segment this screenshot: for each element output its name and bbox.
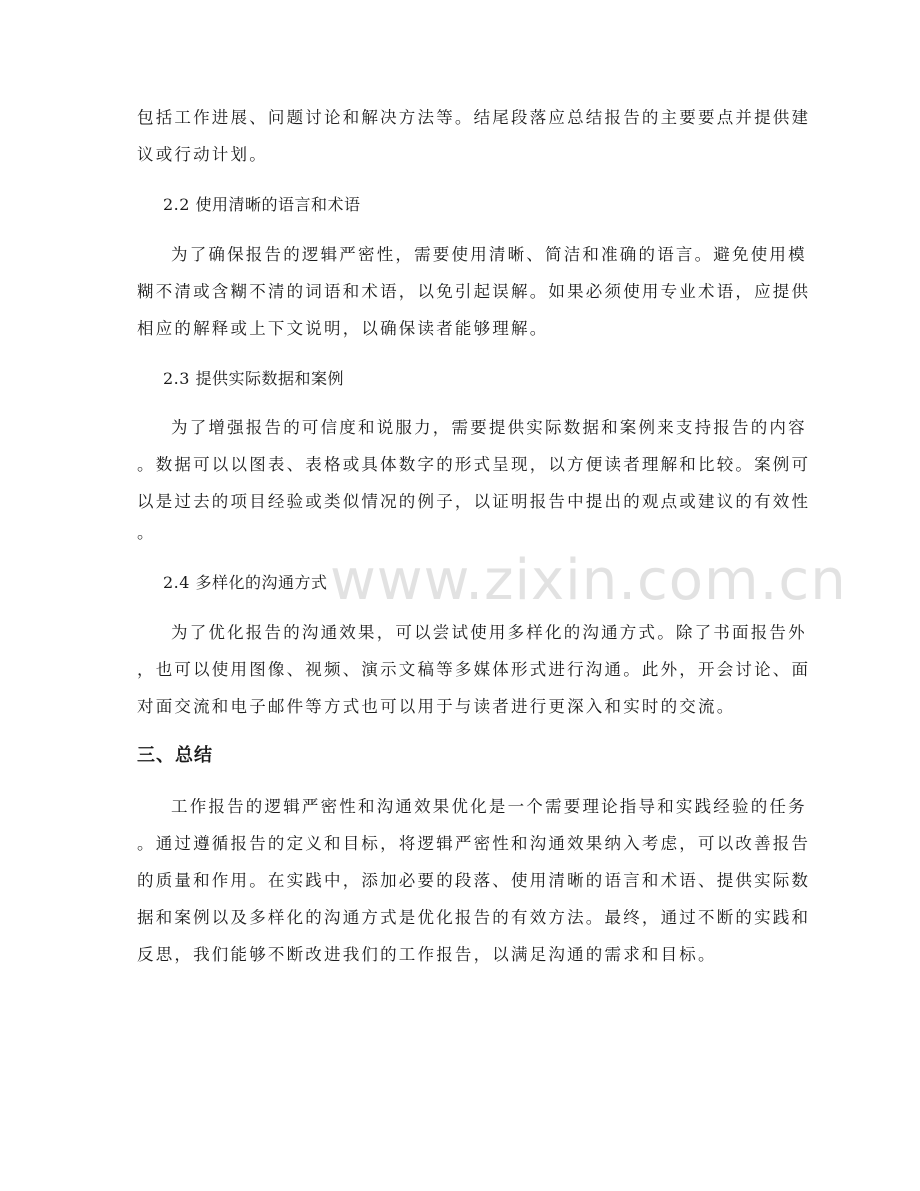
- paragraph-line: 的质量和作用。在实践中，添加必要的段落、使用清晰的语言和术语、提供实际数: [137, 871, 811, 890]
- paragraph-line: 。数据可以以图表、表格或具体数字的形式呈现，以方便读者理解和比较。案例可: [137, 455, 811, 474]
- subsection-heading-2-3: 2.3 提供实际数据和案例: [163, 369, 345, 388]
- paragraph-line: 相应的解释或上下文说明，以确保读者能够理解。: [137, 319, 549, 338]
- paragraph-line: 据和案例以及多样化的沟通方式是优化报告的有效方法。最终，通过不断的实践和: [137, 908, 811, 927]
- paragraph-line: 以是过去的项目经验或类似情况的例子，以证明报告中提出的观点或建议的有效性: [137, 492, 811, 511]
- paragraph-line: 议或行动计划。: [137, 145, 268, 164]
- paragraph-line: 。通过遵循报告的定义和目标，将逻辑严密性和沟通效果纳入考虑，可以改善报告: [137, 834, 811, 853]
- paragraph-line: 为了增强报告的可信度和说服力，需要提供实际数据和案例来支持报告的内容: [171, 418, 807, 437]
- subsection-heading-2-4: 2.4 多样化的沟通方式: [163, 573, 328, 592]
- subsection-heading-2-2: 2.2 使用清晰的语言和术语: [163, 195, 361, 214]
- paragraph-line: 为了确保报告的逻辑严密性，需要使用清晰、简洁和准确的语言。避免使用模: [171, 245, 807, 264]
- paragraph-line: 糊不清或含糊不清的词语和术语，以免引起误解。如果必须使用专业术语，应提供: [137, 282, 811, 301]
- section-heading-summary: 三、总结: [137, 745, 213, 766]
- paragraph-line: ，也可以使用图像、视频、演示文稿等多媒体形式进行沟通。此外，开会讨论、面: [137, 660, 811, 679]
- paragraph-line: 为了优化报告的沟通效果，可以尝试使用多样化的沟通方式。除了书面报告外: [171, 623, 807, 642]
- paragraph-line: 反思，我们能够不断改进我们的工作报告，以满足沟通的需求和目标。: [137, 945, 717, 964]
- watermark: www.zixin.com.cn: [330, 548, 847, 613]
- paragraph-line: 包括工作进展、问题讨论和解决方法等。结尾段落应总结报告的主要要点并提供建: [137, 108, 811, 127]
- paragraph-line: 。: [137, 523, 156, 542]
- paragraph-line: 工作报告的逻辑严密性和沟通效果优化是一个需要理论指导和实践经验的任务: [171, 797, 807, 816]
- paragraph-line: 对面交流和电子邮件等方式也可以用于与读者进行更深入和实时的交流。: [137, 697, 736, 716]
